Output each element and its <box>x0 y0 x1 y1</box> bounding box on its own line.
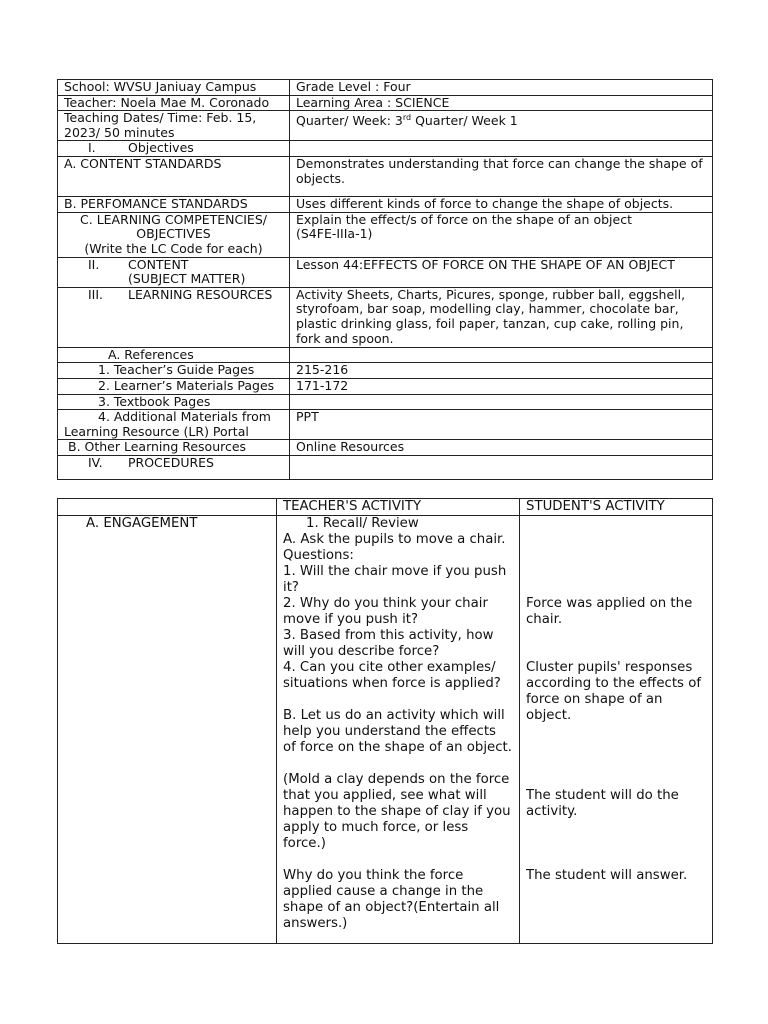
performance-standards-label: B. PERFOMANCE STANDARDS <box>58 196 290 212</box>
competencies-line-2: OBJECTIVES <box>136 226 211 242</box>
quarter-sup: rd <box>402 113 412 123</box>
question-4: 4. Can you cite other examples/ situations when force is applied? <box>283 660 501 691</box>
engagement-label: A. ENGAGEMENT <box>58 516 277 944</box>
student-response-1: Force was applied on the chair. <box>526 596 693 627</box>
question-1: 1. Will the chair move if you push it? <box>283 564 507 595</box>
student-response-2: Cluster pupils' responses according to the effects of force on shape of an object. <box>526 660 702 723</box>
teachers-guide-label: 1. Teacher’s Guide Pages <box>58 363 290 379</box>
student-response-4: The student will answer. <box>526 868 688 883</box>
learners-materials-value: 171-172 <box>290 378 713 394</box>
content-value: Lesson 44:EFFECTS OF FORCE ON THE SHAPE OF AN OBJECT <box>290 257 713 287</box>
question-2: 2. Why do you think your chair move if you push it? <box>283 596 488 627</box>
content-label <box>58 257 290 287</box>
procedures-numeral: IV. <box>88 454 103 470</box>
recall-review: 1. Recall/ Review <box>306 516 419 531</box>
content-standards-value: Demonstrates understanding that force can change the shape of objects. <box>290 156 713 196</box>
teacher-activity-cell <box>277 516 520 944</box>
content-text: CONTENT <box>128 256 189 272</box>
procedures-label <box>58 455 290 479</box>
learning-resources-numeral: III. <box>88 286 104 302</box>
references-label: A. References <box>58 347 290 363</box>
learners-materials-label: 2. Learner’s Materials Pages <box>58 378 290 394</box>
learning-resources-text: LEARNING RESOURCES <box>128 286 273 302</box>
other-resources-value: Online Resources <box>290 440 713 456</box>
competencies-value <box>290 212 713 257</box>
activity-table <box>57 498 713 944</box>
additional-materials-value: PPT <box>290 410 713 440</box>
competencies-value-line-2: (S4FE-IIIa-1) <box>296 226 373 242</box>
activity-header-blank <box>58 499 277 516</box>
teacher-activity-header: TEACHER'S ACTIVITY <box>277 499 520 516</box>
learning-area-cell: Learning Area : SCIENCE <box>290 95 713 111</box>
competencies-line-1: C. LEARNING COMPETENCIES/ <box>80 211 267 227</box>
student-response-3: The student will do the activity. <box>526 788 679 819</box>
procedures-text: PROCEDURES <box>128 454 214 470</box>
competencies-line-3: (Write the LC Code for each) <box>84 240 263 256</box>
mold-clay-instruction: (Mold a clay depends on the force that you applied, see what will happen to the shape of clay if you apply to much force, or less force.) <box>283 772 511 851</box>
content-subtext: (SUBJECT MATTER) <box>128 271 246 287</box>
objectives-value <box>290 141 713 157</box>
procedures-value <box>290 455 713 479</box>
quarter-text-rest: Quarter/ Week 1 <box>411 113 518 129</box>
performance-standards-value: Uses different kinds of force to change the shape of objects. <box>290 196 713 212</box>
teachers-guide-value: 215-216 <box>290 363 713 379</box>
teacher-item-b: B. Let us do an activity which will help you understand the effects of force on the shape of an object. <box>283 708 512 755</box>
content-standards-label: A. CONTENT STANDARDS <box>58 156 290 196</box>
learning-resources-label <box>58 287 290 347</box>
objectives-numeral: I. <box>88 140 96 156</box>
objectives-label <box>58 141 290 157</box>
additional-materials-label <box>58 410 290 440</box>
textbook-label: 3. Textbook Pages <box>58 394 290 410</box>
quarter-text: Quarter/ Week: 3 <box>296 113 403 129</box>
questions-label: Questions: <box>283 548 354 563</box>
learning-resources-value: Activity Sheets, Charts, Picures, sponge, rubber ball, eggshell, styrofoam, bar soap, modelling clay, hammer, chocolate bar, plastic drinking glass, foil paper, tanzan, cup cake, rolling pin, fork and spoon. <box>290 287 713 347</box>
references-value <box>290 347 713 363</box>
competencies-value-line-1: Explain the effect/s of force on the shape of an object <box>296 211 632 227</box>
lesson-info-table <box>57 79 713 480</box>
student-activity-header: STUDENT'S ACTIVITY <box>520 499 713 516</box>
teaching-dates-cell: Teaching Dates/ Time: Feb. 15, 2023/ 50 minutes <box>58 111 290 141</box>
additional-materials-line-2: Learning Resource (LR) Portal <box>64 423 249 439</box>
teacher-item-a: A. Ask the pupils to move a chair. <box>283 532 506 547</box>
teacher-cell: Teacher: Noela Mae M. Coronado <box>58 95 290 111</box>
why-question: Why do you think the force applied cause a change in the shape of an object?(Entertain all answers.) <box>283 868 500 931</box>
objectives-text: Objectives <box>128 140 194 156</box>
textbook-value <box>290 394 713 410</box>
student-activity-cell <box>520 516 713 944</box>
competencies-label <box>58 212 290 257</box>
grade-level-cell: Grade Level : Four <box>290 80 713 96</box>
content-numeral: II. <box>88 256 100 272</box>
other-resources-label: B. Other Learning Resources <box>58 440 290 456</box>
quarter-week-cell <box>290 111 713 141</box>
question-3: 3. Based from this activity, how will you describe force? <box>283 628 494 659</box>
school-cell: School: WVSU Janiuay Campus <box>58 80 290 96</box>
additional-materials-line-1: 4. Additional Materials from <box>98 409 271 425</box>
